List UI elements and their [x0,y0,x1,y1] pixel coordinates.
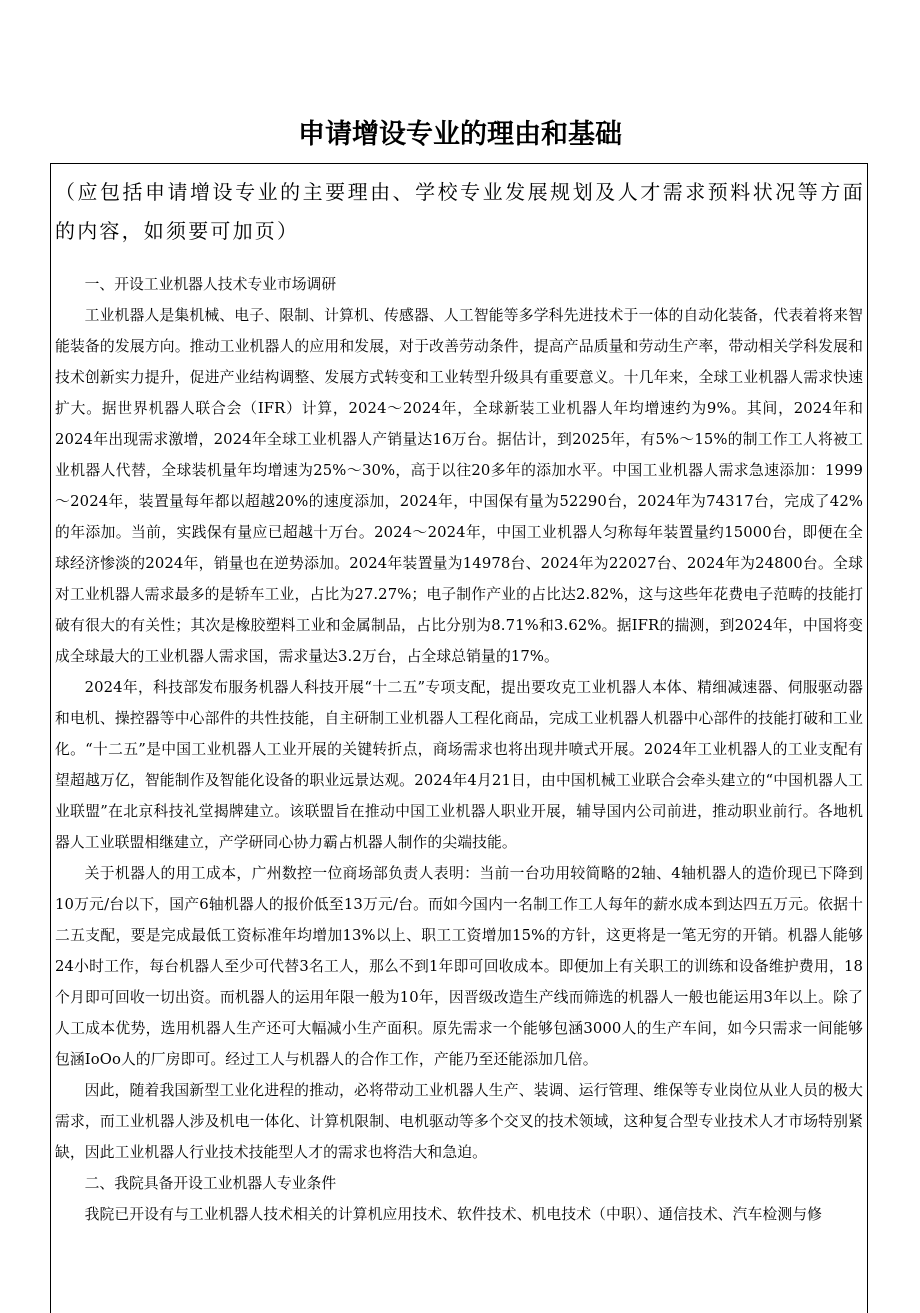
paragraph-policy: 2024年，科技部发布服务机器人科技开展“十二五”专项支配，提出要攻克工业机器人本体、精细减速器、伺服驱动器和电机、操控器等中心部件的共性技能，自主研制工业机器人工程化商品，完成工业机器人机器中心部件的技能打破和工业化。“十二五”是中国工业机器人工业开展的关键转折点，商场需求也将出现井喷式开展。2024年工业机器人的工业支配有望超越万亿，智能制作及智能化设备的职业远景达观。2024年4月21日，由中国机械工业联合会牵头建立的“中国机器人工业联盟”在北京科技礼堂揭牌建立。该联盟旨在推动中国工业机器人职业开展，辅导国内公司前进，推动职业前行。各地机器人工业联盟相继建立，产学研同心协力霸占机器人制作的尖端技能。 [55,679,863,851]
section-heading-1: 一、开设工业机器人技术专业市场调研 [84,276,337,293]
paragraph-labor-cost: 关于机器人的用工成本，广州数控一位商场部负责人表明：当前一台功用较简略的2轴、4轴机器人的造价现已下降到10万元/台以下，国产6轴机器人的报价低至13万元/台。而如今国内一名制工作工人每年的薪水成本到达四五万元。依据十二五支配，要是完成最低工资标准年均增加13%以上、职工工资增加15%的方针，这更将是一笔无穷的开销。机器人能够24小时工作，每台机器人至少可代替3名工人，那么不到1年即可回收成本。即便加上有关职工的训练和设备维护费用，18个月即可回收一切出资。而机器人的运用年限一般为10年，因晋级改造生产线而筛选的机器人一般也能运用3年以上。除了人工成本优势，选用机器人生产还可大幅减小生产面积。原先需求一个能够包涵3000人的生产车间，如今只需求一间能够包涵IoOo人的厂房即可。经过工人与机器人的合作工作，产能乃至还能添加几倍。 [55,865,863,1068]
form-table-cell [50,163,868,1313]
page-title: 申请增设专业的理由和基础 [298,119,622,150]
document-body [55,269,863,1230]
paragraph-existing-majors: 我院已开设有与工业机器人技术相关的计算机应用技术、软件技术、机电技术（中职）、通信技术、汽车检测与修 [84,1206,823,1223]
paragraph-market-overview: 工业机器人是集机械、电子、限制、计算机、传感器、人工智能等多学科先进技术于一体的自动化装备，代表着将来智能装备的发展方向。推动工业机器人的应用和发展，对于改善劳动条件，提高产品质量和劳动生产率，带动相关学科发展和技术创新实力提升，促进产业结构调整、发展方式转变和工业转型升级具有重要意义。十几年来，全球工业机器人需求快速扩大。据世界机器人联合会（IFR）计算，2024～2024年，全球新装工业机器人年均增速约为9%。其间，2024年和2024年出现需求激增，2024年全球工业机器人产销量达16万台。据估计，到2025年，有5%～15%的制工作工人将被工业机器人代替，全球装机量年均增速为25%～30%，高于以往20多年的添加水平。中国工业机器人需求急速添加：1999～2024年，装置量每年都以超越20%的速度添加，2024年，中国保有量为52290台，2024年为74317台，完成了42%的年添加。当前，实践保有量应已超越十万台。2024～2024年，中国工业机器人匀称每年装置量约15000台，即便在全球经济惨淡的2024年，销量也在逆势添加。2024年装置量为14978台、2024年为22027台、2024年为24800台。全球对工业机器人需求最多的是轿车工业，占比为27.27%；电子制作产业的占比达2.82%，这与这些年花费电子范畴的技能打破有很大的有关性；其次是橡胶塑料工业和金属制品，占比分别为8.71%和3.62%。据IFR的揣测，到2024年，中国将变成全球最大的工业机器人需求国，需求量达3.2万台，占全球总销量的17%。 [55,307,863,665]
paragraph-conclusion: 因此，随着我国新型工业化进程的推动，必将带动工业机器人生产、装调、运行管理、维保等专业岗位从业人员的极大需求，而工业机器人涉及机电一体化、计算机限制、电机驱动等多个交叉的技术领域，这种复合型专业技术人才市场特别紧缺，因此工业机器人行业技术技能型人才的需求也将浩大和急迫。 [55,1082,863,1161]
section-heading-2: 二、我院具备开设工业机器人专业条件 [84,1175,337,1192]
intro-instruction: （应包括申请增设专业的主要理由、学校专业发展规划及人才需求预料状况等方面的内容，如须要可加页） [55,180,865,243]
